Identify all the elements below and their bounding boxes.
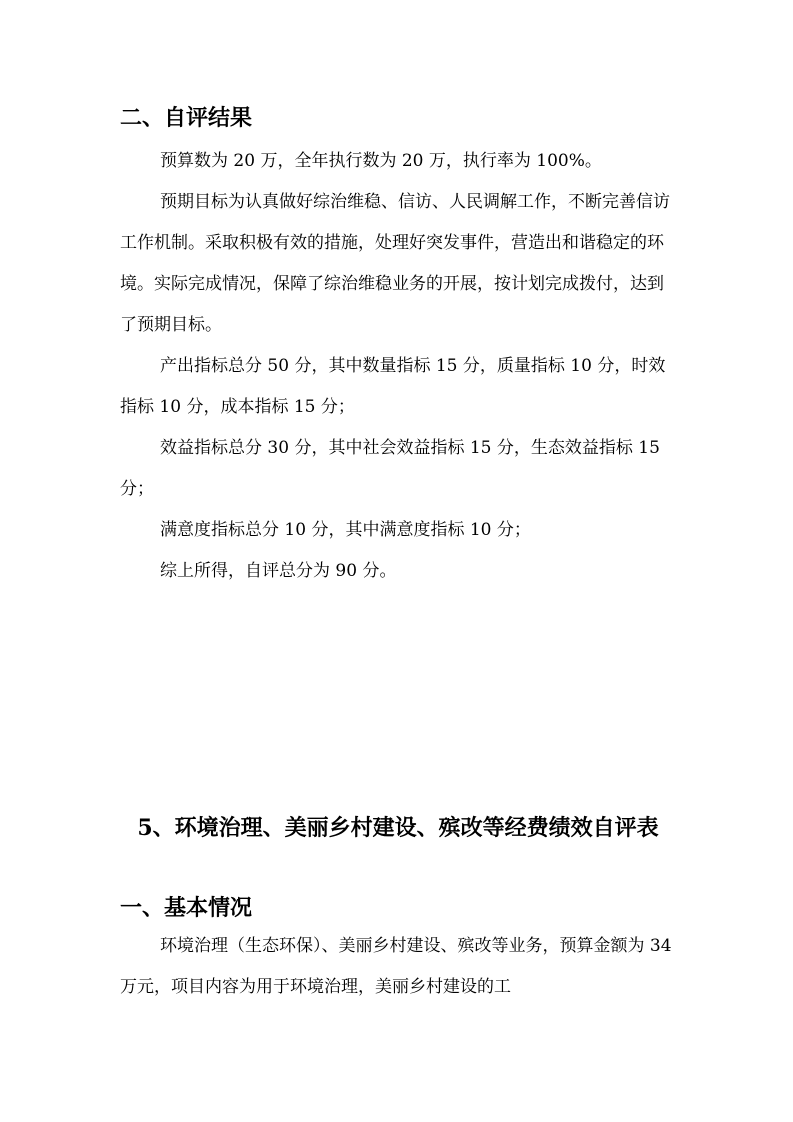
budget-execution-paragraph: 预算数为 20 万，全年执行数为 20 万，执行率为 100%。 <box>160 151 602 171</box>
basic-info-paragraph: 环境治理（生态环保）、美丽乡村建设、殡改等业务，预算金额为 34 万元，项目内容为用于环境治理，美丽乡村建设的工 <box>120 936 672 997</box>
output-indicator-paragraph: 产出指标总分 50 分，其中数量指标 15 分，质量指标 10 分，时效指标 10 分，成本指标 15 分； <box>120 356 666 417</box>
expected-goal-paragraph: 预期目标为认真做好综治维稳、信访、人民调解工作，不断完善信访工作机制。采取积极有效的措施，处理好突发事件，营造出和谐稳定的环境。实际完成情况，保障了综治维稳业务的开展，按计划完成拨付，达到了预期目标。 <box>120 192 670 335</box>
section-heading-basic-info: 一、基本情况 <box>120 895 253 921</box>
total-score-paragraph: 综上所得，自评总分为 90 分。 <box>160 561 397 581</box>
section-heading-self-evaluation: 二、自评结果 <box>120 105 253 131</box>
satisfaction-indicator-paragraph: 满意度指标总分 10 分，其中满意度指标 10 分； <box>160 520 531 540</box>
benefit-indicator-paragraph: 效益指标总分 30 分，其中社会效益指标 15 分，生态效益指标 15 分； <box>120 438 660 499</box>
form-title: 5、环境治理、美丽乡村建设、殡改等经费绩效自评表 <box>137 815 659 841</box>
